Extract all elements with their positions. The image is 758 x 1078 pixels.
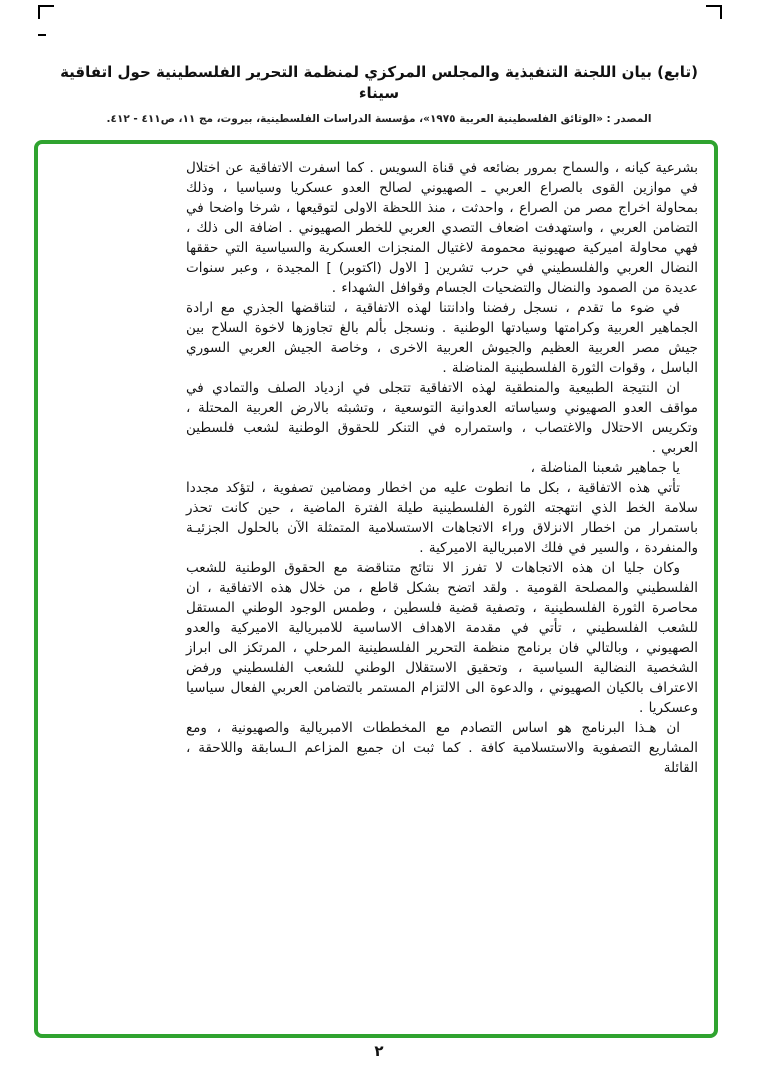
crop-mark-top-right [706,5,722,19]
body-paragraph: ان هـذا البرنامج هو اساس التصادم مع المخططات الامبريالية والصهيونية ، ومع المشاريع التصفوية والاستسلامية كافة . كما ثبت ان جميع المزاعم الـسابقة واللاحقة ، القائلة [186,720,698,776]
crop-tick-left [38,34,46,36]
crop-mark-top-left [38,5,54,19]
page-number: ٢ [374,1042,384,1060]
body-text-column [186,158,698,778]
body-paragraph: وكان جليا ان هذه الاتجاهات لا تفرز الا نتائج متناقضة مع الحقوق الوطنية للشعب الفلسطيني والمصلحة القومية . ولقد اتضح بشكل قاطع ، من خلال هذه الاتفاقية ، ان محاصرة الثورة الفلسطينية ، وتصفية قضية فلسطين ، وطمس الوجود الوطني المستقل للشعب الفلسطيني ، تأتي في مقدمة الاهداف الاساسية للامبريالية الاميركية والعدو الصهيوني ، وبالتالي فان برنامج منظمة التحرير الفلسطينية المرحلي ، المرتكز الى ابراز الشخصية النضالية السياسية ، وتحقيق الاستقلال الوطني للشعب الفلسطيني ورفض الاعتراف بالكيان الصهيوني ، والدعوة الى الالتزام المستمر بالتضامن العربي الفعال سياسيا وعسكريا . [186,560,698,716]
body-paragraph: في ضوء ما تقدم ، نسجل رفضنا وادانتنا لهذه الاتفاقية ، لتناقضها الجذري مع ارادة الجماهير العربية وكرامتها وسيادتها الوطنية . ونسجل بألم بالغ تجاوزها لاخوة السلاح بين جيش مصر العربية العظيم والجيوش العربية الاخرى ، وخاصة الجيش العربي السوري الباسل ، وقوات الثورة الفلسطينية المناضلة . [186,300,698,376]
source-citation: المصدر : «الوثائق الفلسطينية العربية ١٩٧٥»، مؤسسة الدراسات الفلسطينية، بيروت، مج ١١، ص٤١١ - ٤١٢. [106,113,652,125]
document-body-frame [34,140,718,1038]
body-paragraph-address-line: يا جماهير شعبنا المناضلة ، [530,460,680,476]
body-paragraph: تأتي هذه الاتفاقية ، بكل ما انطوت عليه من اخطار ومضامين تصفوية ، لتؤكد مجددا سلامة الخط الذي انتهجته الثورة الفلسطينية طيلة الفترة الماضية ، حين كانت تحذر باستمرار من اخطار الانزلاق وراء الاتجاهات الاستسلامية المتمثلة الآن بالحلول الجزئيـة والمنفردة ، والسير في فلك الامبريالية الاميركية . [186,480,698,556]
document-header [40,62,718,125]
body-paragraph: بشرعية كيانه ، والسماح بمرور بضائعه في قناة السويس . كما اسفرت الاتفاقية عن اختلال في موازين القوى بالصراع العربي ـ الصهيوني لصالح العدو عسكريا وسياسيا ، وذلك بمحاولة اخراج مصر من الصراع ، واحدثت ، منذ اللحظة الاولى لتوقيعها ، شرخا واضحا في التضامن العربي ، واستهدفت اضعاف التصدي العربي للخطر الصهيوني . اضافة الى ذلك ، فهي محاولة اميركية صهيونية محمومة لاغتيال المنجزات العسكرية والسياسية التي حققها النضال العربي والفلسطيني في حرب تشرين [ الاول (اكتوبر) ] المجيدة ، وعبر سنوات عديدة من الصمود والنضال والتضحيات الجسام وقوافل الشهداء . [186,160,698,296]
body-paragraph: ان النتيجة الطبيعية والمنطقية لهذه الاتفاقية تتجلى في ازدياد الصلف والتمادي في مواقف العدو الصهيوني وسياساته العدوانية التوسعية ، وتشبثه بالارض العربية المحتلة ، وتكريس الاحتلال والاغتصاب ، واستمراره في التنكر للحقوق الوطنية لشعب فلسطين العربي . [186,380,698,456]
document-title: (تابع) بيان اللجنة التنفيذية والمجلس المركزي لمنظمة التحرير الفلسطينية حول اتفاقية سيناء [60,63,698,102]
